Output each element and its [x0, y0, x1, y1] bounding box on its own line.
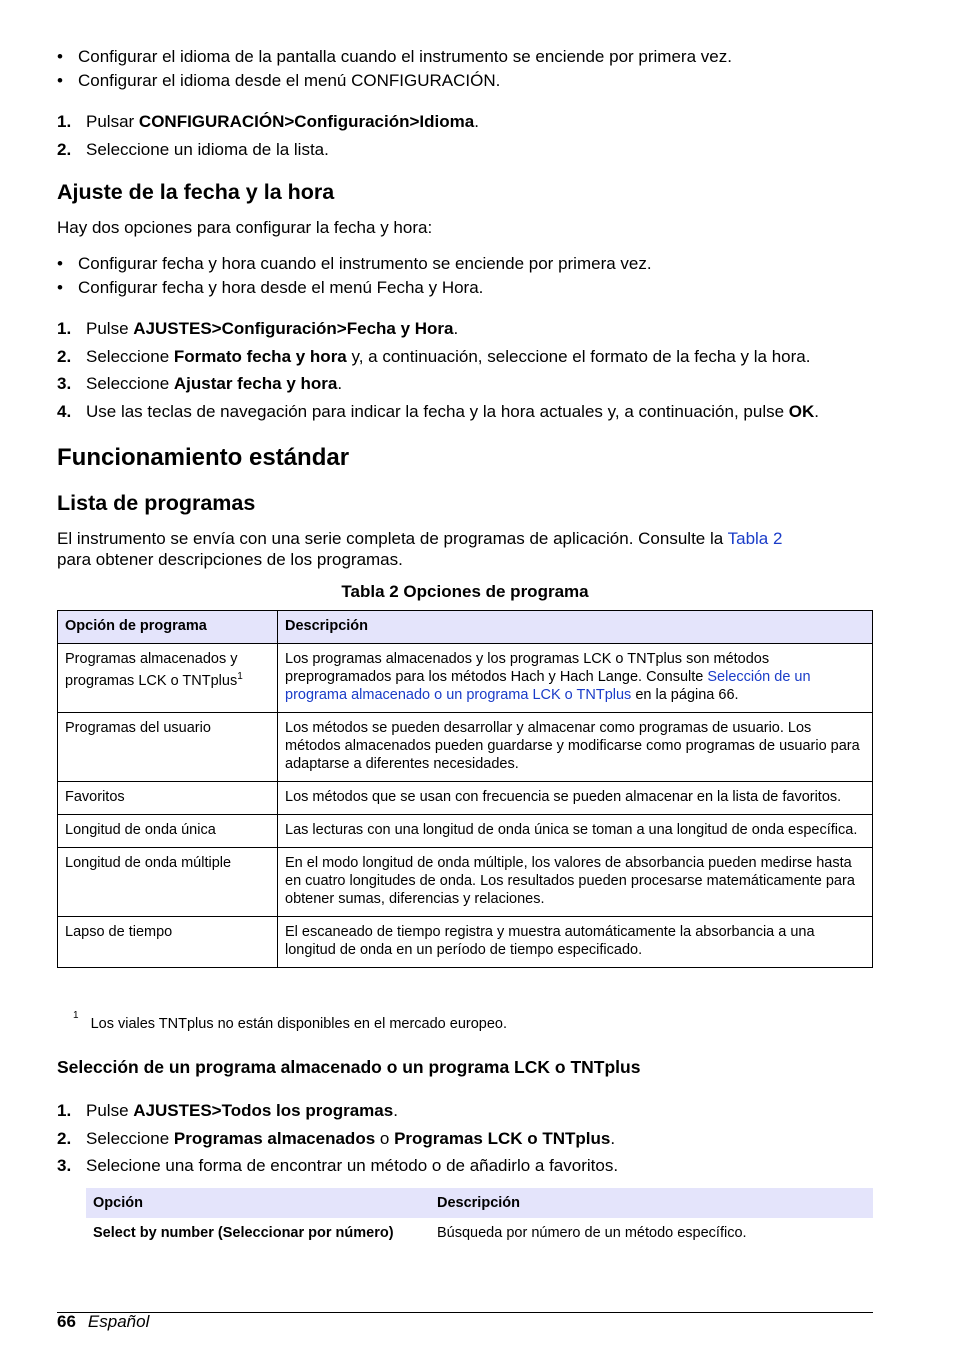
table-cell: Los métodos que se usan con frecuencia se pueden almacenar en la lista de favoritos. — [278, 782, 873, 815]
section-heading-seleccion: Selección de un programa almacenado o un programa LCK o TNTplus — [57, 1057, 641, 1077]
step-item: 3. Selecione una forma de encontrar un método o de añadirlo a favoritos. — [57, 1156, 619, 1175]
footer-divider — [57, 1312, 873, 1313]
table-cell: Las lecturas con una longitud de onda única se toman a una longitud de onda específica. — [278, 815, 873, 848]
table-cell: Favoritos — [58, 782, 278, 815]
table-2-link[interactable]: Tabla 2 — [727, 529, 783, 548]
table-cell: Select by number (Seleccionar por número) — [93, 1225, 394, 1241]
list-item: • Configurar fecha y hora cuando el instrumento se enciende por primera vez. — [57, 254, 652, 273]
table-header-row — [58, 611, 873, 644]
program-options-table — [57, 610, 873, 968]
intro-bullet-list — [57, 45, 732, 93]
table-header-row — [86, 1188, 873, 1218]
lista-paragraph: El instrumento se envía con una serie completa de programas de aplicación. Consulte la Tabla 2 para obtener descripciones de los programas. — [57, 529, 783, 569]
table-cell: Los métodos se pueden desarrollar y almacenar como programas de usuario. Los métodos almacenados pueden guardarse y modificarse como programas de usuario para adaptarse a diferentes necesidades. — [278, 713, 873, 782]
table-cell: El escaneado de tiempo registra y muestra automáticamente la absorbancia a una longitud de onda en un período de tiempo especificado. — [278, 917, 873, 968]
fecha-intro: Hay dos opciones para configurar la fecha y hora: — [57, 218, 433, 237]
table-cell: Búsqueda por número de un método específico. — [437, 1225, 747, 1241]
seleccion-steps — [57, 1099, 618, 1182]
list-item: • Configurar fecha y hora desde el menú Fecha y Hora. — [57, 278, 484, 297]
column-header: Descripción — [278, 611, 873, 644]
table-cell: Programas del usuario — [58, 713, 278, 782]
column-header: Descripción — [430, 1188, 873, 1218]
table-row — [58, 782, 873, 815]
table-row — [58, 713, 873, 782]
fecha-bullet-list — [57, 252, 652, 300]
table-cell: Los programas almacenados y los programas LCK o TNTplus son métodos preprogramados para los métodos Hach y Hach Lange. Consulte Selección de un programa almacenado o un programa LCK o TNTplus en la página 66. — [278, 644, 873, 713]
list-item: • Configurar el idioma de la pantalla cuando el instrumento se enciende por primera vez. — [57, 47, 732, 66]
intro-steps — [57, 110, 479, 165]
table-footnote: $^1$Los viales TNTplus no están disponibles en el mercado europeo. — [73, 1010, 508, 1032]
page-footer — [57, 1312, 149, 1332]
step-item: 4. Use las teclas de navegación para indicar la fecha y la hora actuales y, a continuación, pulse OK. — [57, 401, 820, 421]
step-item: 1. Pulse AJUSTES>Configuración>Fecha y Hora. — [57, 319, 459, 338]
step-item: 2. Seleccione Programas almacenados o Programas LCK o TNTplus. — [57, 1128, 616, 1148]
table-cell: Longitud de onda única — [58, 815, 278, 848]
table-cell: Longitud de onda múltiple — [58, 848, 278, 917]
footnote-mark: 1 — [237, 671, 243, 682]
table-cell: Programas almacenados y programas LCK o TNTplus$^1$ — [58, 644, 278, 713]
column-header: Opción — [86, 1188, 430, 1218]
table-cell: En el modo longitud de onda múltiple, los valores de absorbancia pueden medirse hasta en cuatro longitudes de onda. Los resultados pueden procesarse matemáticamente para obtener sumas, diferencias y relaciones. — [278, 848, 873, 917]
step-item: 1. Pulsar CONFIGURACIÓN>Configuración>Idioma. — [57, 112, 479, 131]
fecha-steps — [57, 317, 819, 427]
step-item: 2. Seleccione Formato fecha y hora y, a continuación, seleccione el formato de la fecha y la hora. — [57, 346, 811, 366]
subsection-heading-lista: Lista de programas — [57, 491, 256, 515]
seleccion-link[interactable]: Selección de un programa almacenado o un programa LCK o TNTplus — [285, 669, 811, 703]
table-cell: Lapso de tiempo — [58, 917, 278, 968]
footer-language: Español — [87, 1312, 150, 1331]
table-row — [58, 917, 873, 968]
step-item: 1. Pulse AJUSTES>Todos los programas. — [57, 1101, 398, 1120]
step-item: 2. Seleccione un idioma de la lista. — [57, 139, 329, 159]
table-caption: Tabla 2 Opciones de programa — [341, 582, 589, 601]
section-heading-fecha: Ajuste de la fecha y la hora — [57, 180, 335, 204]
section-heading-funcionamiento: Funcionamiento estándar — [57, 444, 350, 471]
option-description-table — [86, 1188, 873, 1248]
table-row — [58, 848, 873, 917]
page-number: 66 — [57, 1312, 76, 1331]
column-header: Opción de programa — [58, 611, 278, 644]
table-row — [86, 1218, 873, 1248]
table-row — [58, 815, 873, 848]
list-item: • Configurar el idioma desde el menú CONFIGURACIÓN. — [57, 71, 501, 90]
table-row — [58, 644, 873, 713]
step-item: 3. Seleccione Ajustar fecha y hora. — [57, 374, 343, 393]
